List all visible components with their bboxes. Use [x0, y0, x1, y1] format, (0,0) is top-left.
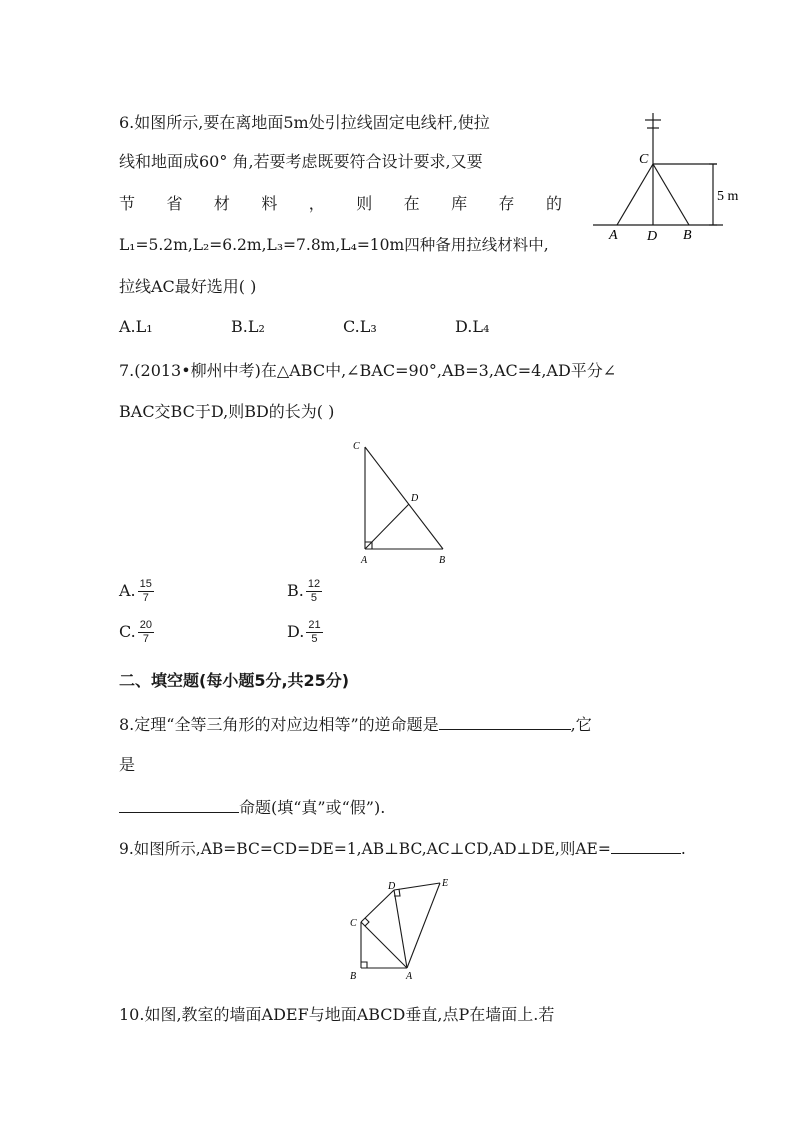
- denominator: 7: [142, 633, 149, 645]
- q10-line-1: 10.如图,教室的墙面ADEF与地面ABCD垂直,点P在墙面上.若: [119, 1005, 555, 1024]
- q6-line-3-char: ，: [308, 194, 325, 213]
- q6-line-3-char: 则: [356, 194, 373, 213]
- label-c: C: [639, 152, 649, 167]
- q6-line-3-char: 库: [451, 194, 468, 213]
- q7-option-d[interactable]: [287, 619, 323, 646]
- q7-option-b[interactable]: [287, 578, 322, 605]
- wire-ca: [617, 164, 653, 225]
- q6-option-a[interactable]: A.L₁: [119, 317, 153, 336]
- wire-cb: [653, 164, 689, 225]
- fraction: [138, 619, 154, 646]
- label-height: 5 m: [717, 189, 739, 204]
- spiral-triangles-figure: [345, 875, 460, 985]
- q6-line-3-char: 的: [545, 194, 562, 213]
- section-heading: 二、填空题(每小题5分,共25分): [119, 671, 350, 690]
- q9-answer-blank[interactable]: [611, 839, 681, 854]
- denominator: 5: [310, 592, 318, 604]
- denominator: 5: [311, 633, 318, 645]
- numerator: 12: [307, 578, 321, 590]
- right-angle-mark: [365, 918, 369, 926]
- label-b: B: [350, 971, 357, 982]
- q8-text: ,它: [570, 715, 592, 734]
- label-d: D: [388, 881, 396, 892]
- q6-line-3-char: 料: [261, 194, 278, 213]
- label-a: A: [406, 971, 413, 982]
- q6-option-c[interactable]: C.L₃: [343, 317, 377, 336]
- option-letter: A.: [119, 581, 136, 600]
- q8-line-2: 是: [119, 755, 136, 774]
- q8-answer-blank-1[interactable]: [439, 715, 571, 730]
- q8-line-3: [119, 795, 385, 818]
- q6-line-5: 拉线AC最好选用( ): [119, 277, 257, 296]
- q6-option-b[interactable]: B.L₂: [231, 317, 265, 336]
- q7-line-1: 7.(2013•柳州中考)在△ABC中,∠BAC=90°,AB=3,AC=4,AD平分∠: [119, 361, 617, 380]
- segment-ae: [407, 883, 440, 968]
- q7-option-a[interactable]: [119, 578, 154, 605]
- q9-line-1: [119, 837, 686, 859]
- q6-line-1: 6.如图所示,要在离地面5m处引拉线固定电线杆,使拉: [119, 113, 490, 132]
- q8-answer-blank-2[interactable]: [119, 798, 239, 813]
- label-c: C: [353, 441, 360, 452]
- q8-text: 8.定理“全等三角形的对应边相等”的逆命题是: [119, 715, 439, 734]
- label-d: D: [647, 229, 658, 244]
- q6-line-3-char: 存: [498, 194, 515, 213]
- fraction: [138, 578, 154, 605]
- q8-line-1: [119, 712, 592, 735]
- numerator: 20: [139, 619, 153, 631]
- fraction: [306, 578, 322, 605]
- denominator: 7: [142, 592, 149, 604]
- option-letter: B.: [287, 581, 304, 600]
- label-d: D: [411, 493, 419, 504]
- q9-text: .: [680, 840, 686, 858]
- q6-line-3-char: 节: [119, 194, 136, 213]
- q9-text: 9.如图所示,AB=BC=CD=DE=1,AB⊥BC,AC⊥CD,AD⊥DE,则AE=: [119, 840, 611, 858]
- q6-line-3: [119, 191, 562, 214]
- numerator: 21: [308, 619, 321, 631]
- numerator: 15: [139, 578, 152, 590]
- option-letter: C.: [119, 622, 136, 641]
- label-b: B: [683, 228, 692, 243]
- q6-line-3-char: 在: [403, 194, 420, 213]
- label-a: A: [361, 555, 368, 566]
- pole-figure: [585, 108, 755, 248]
- q6-line-3-char: 省: [166, 194, 183, 213]
- fraction: [306, 619, 322, 646]
- side-bc: [365, 447, 443, 549]
- segment-cd: [361, 890, 394, 922]
- q7-option-c[interactable]: [119, 619, 154, 646]
- label-c: C: [350, 918, 357, 929]
- option-letter: D.: [287, 622, 305, 641]
- triangle-abc-figure: [345, 432, 455, 572]
- q6-line-4: L₁=5.2m,L₂=6.2m,L₃=7.8m,L₄=10m四种备用拉线材料中,: [119, 236, 549, 254]
- q6-line-2: 线和地面成60° 角,若要考虑既要符合设计要求,又要: [119, 152, 483, 171]
- right-angle-mark: [361, 962, 367, 968]
- segment-de: [394, 883, 440, 890]
- q8-text: 命题(填“真”或“假”).: [239, 798, 386, 817]
- q6-line-3-char: 材: [213, 194, 230, 213]
- q7-line-2: BAC交BC于D,则BD的长为( ): [119, 402, 335, 421]
- label-b: B: [439, 555, 446, 566]
- label-a: A: [609, 228, 618, 243]
- label-e: E: [442, 878, 449, 889]
- q6-option-d[interactable]: D.L₄: [455, 317, 490, 336]
